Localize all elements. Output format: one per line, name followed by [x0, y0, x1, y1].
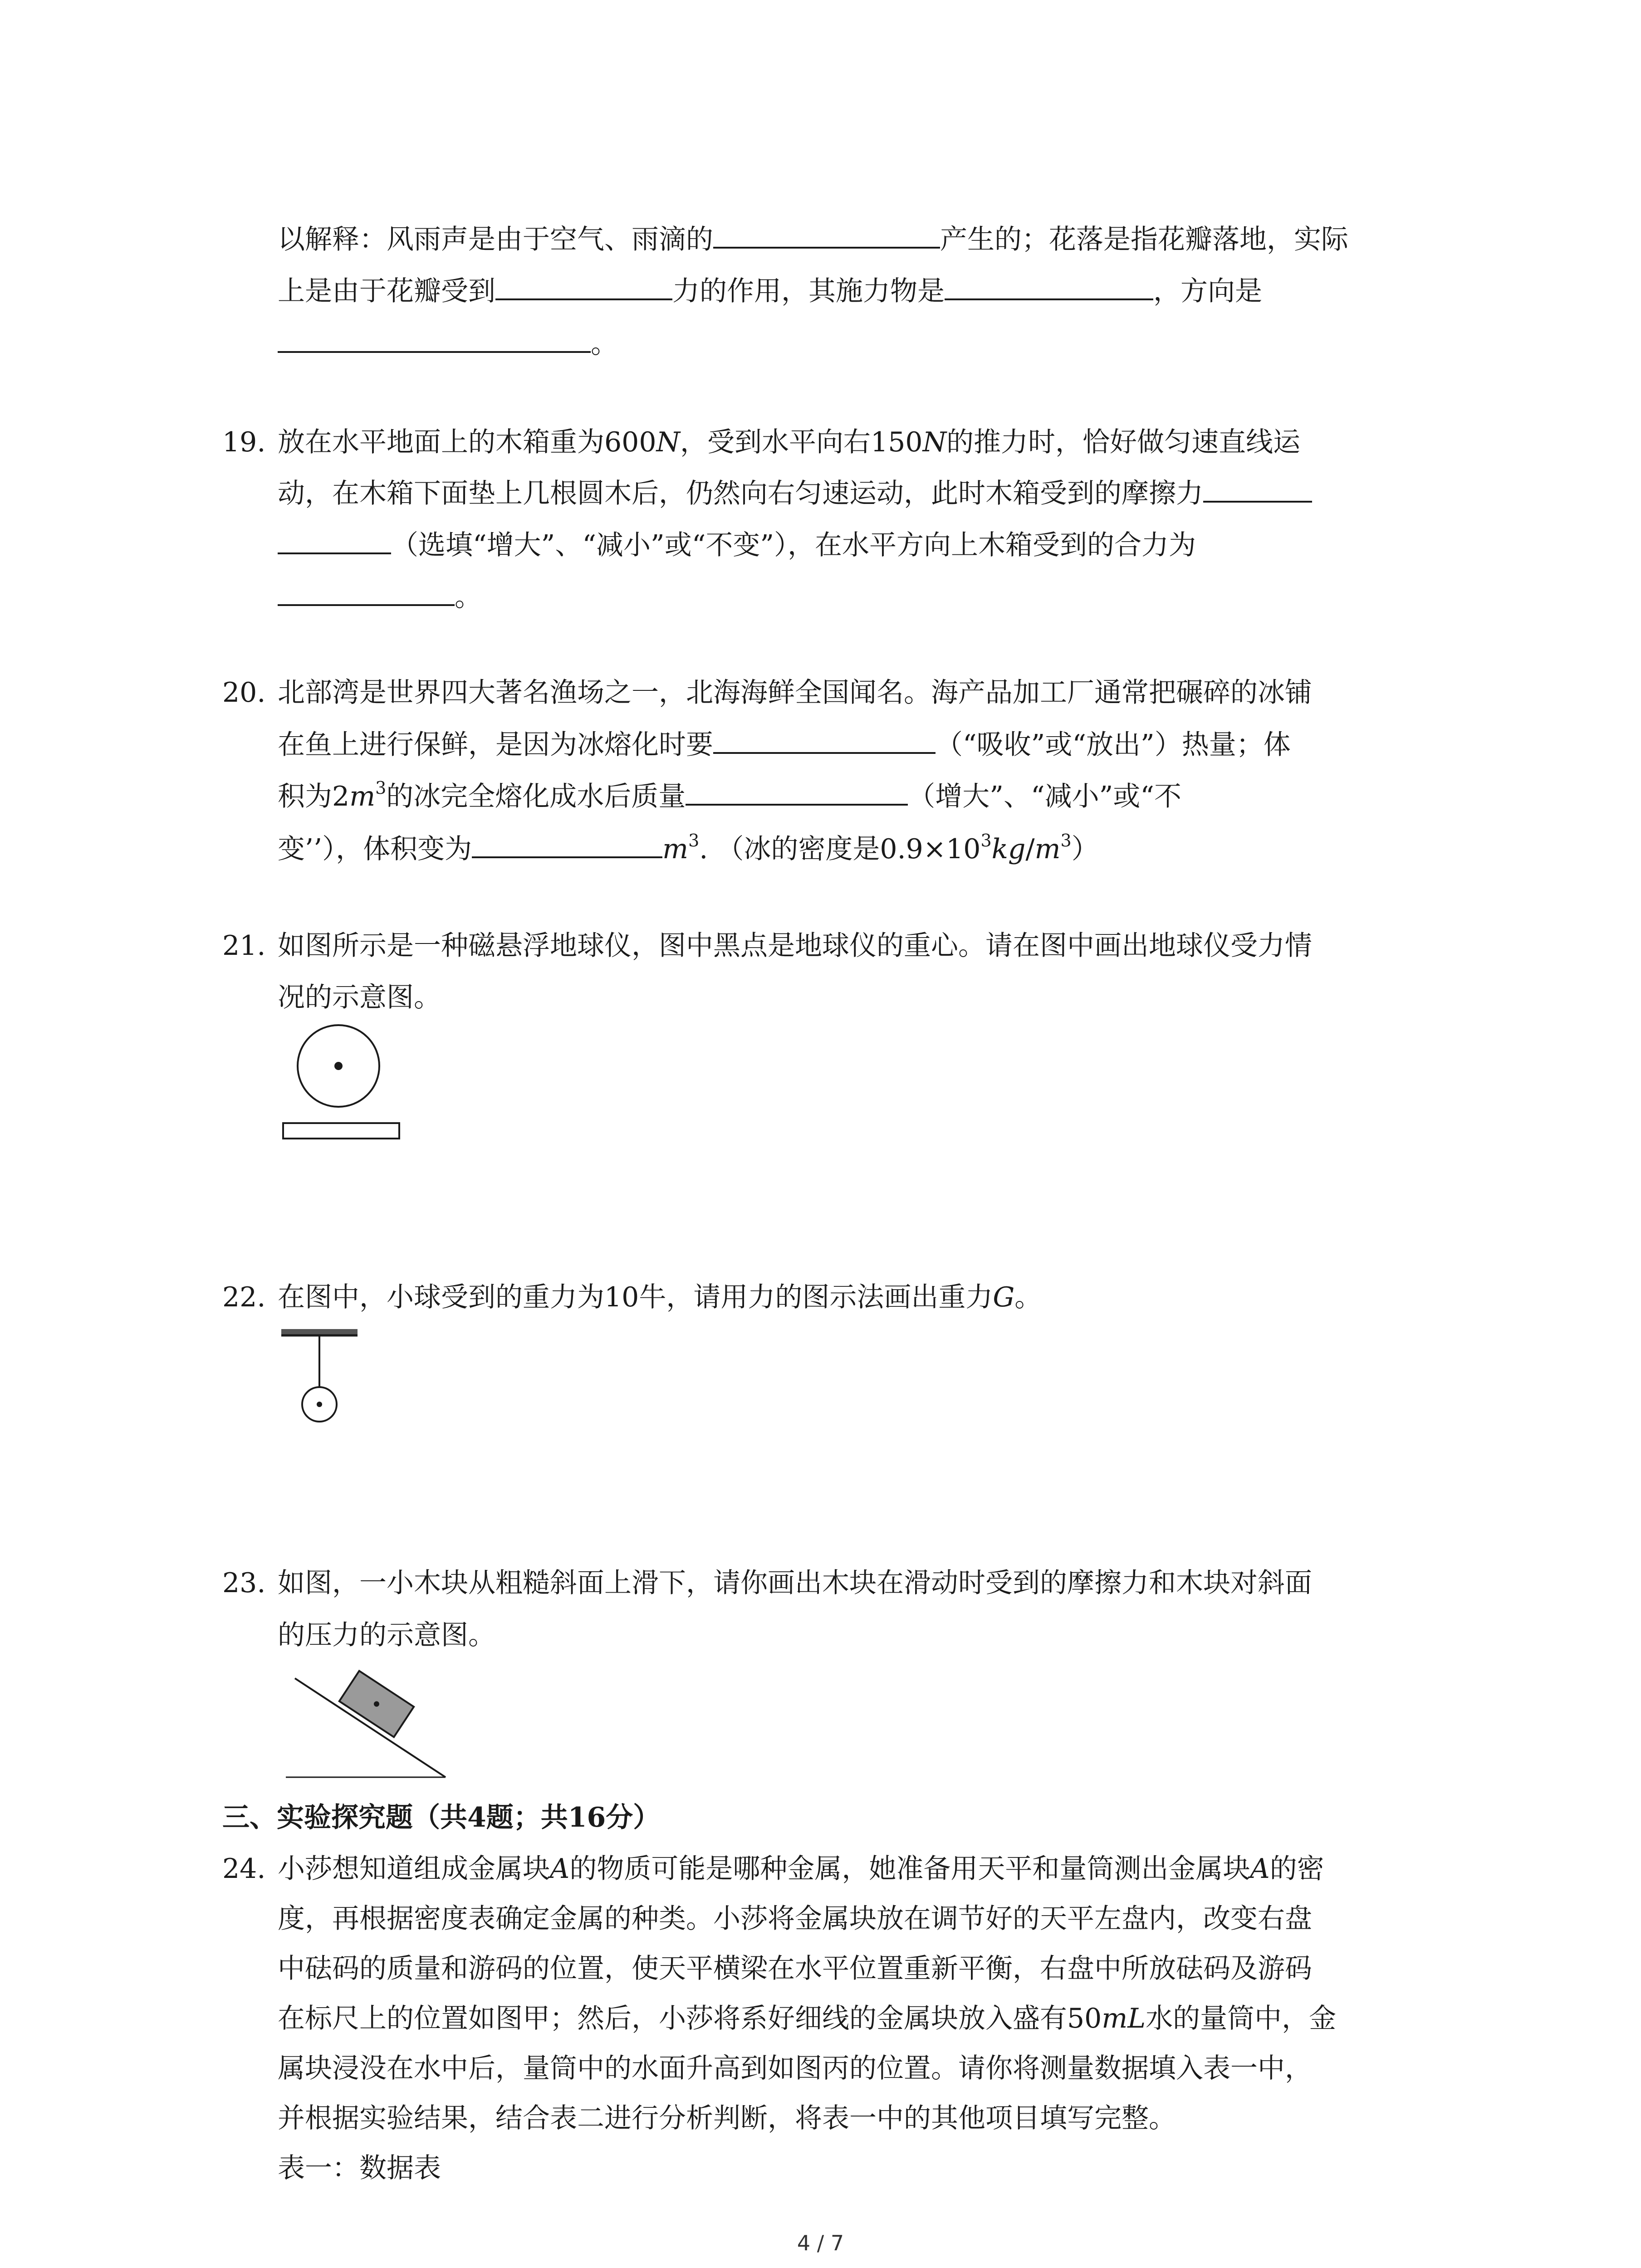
ball-center-dot: [317, 1402, 322, 1407]
q24-line-2: 度，再根据密度表确定金属的种类。小莎将金属块放在调节好的天平左盘内，改变右盘: [278, 1903, 1312, 1935]
answer-blank[interactable]: [278, 524, 391, 554]
q24-line-6: 并根据实验结果，结合表二进行分析判断，将表一中的其他项目填写完整。: [278, 2102, 1176, 2134]
answer-blank[interactable]: [945, 270, 1153, 300]
q20-line-1: 北部湾是世界四大著名渔场之一，北海海鲜全国闻名。海产品加工厂通常把碾碎的冰铺: [278, 677, 1312, 709]
q23-line-2: 的压力的示意图。: [278, 1619, 495, 1651]
q19-line-1: 放在水平地面上的木箱重为600N，受到水平向右150N的推力时，恰好做匀速直线运: [278, 426, 1301, 458]
answer-blank[interactable]: [713, 724, 936, 754]
q24-line-5: 属块浸没在水中后，量筒中的水面升高到如图丙的位置。请你将测量数据填入表一中，: [278, 2053, 1312, 2084]
q24-line-7: 表一：数据表: [278, 2152, 441, 2184]
q24-line-4: 在标尺上的位置如图甲；然后，小莎将系好细线的金属块放入盛有50mL水的量筒中，金: [278, 2003, 1337, 2034]
magnetic-base: [283, 1123, 399, 1139]
q20-number: 20.: [222, 677, 266, 709]
q19-line-4: 。: [278, 576, 482, 617]
q18-line-1: 以解释：风雨声是由于空气、雨滴的 产生的；花落是指花瓣落地，实际: [278, 219, 1348, 260]
q20-line-3: 积为$2m^3$的冰完全熔化成水后质量 （增大”、“减小”或“不: [278, 776, 1181, 817]
q19-line-3: （选填“增大”、“减小”或“不变”），在水平方向上木箱受到的合力为: [278, 524, 1196, 566]
q21-line-1: 如图所示是一种磁悬浮地球仪，图中黑点是地球仪的重心。请在图中画出地球仪受力情: [278, 930, 1312, 962]
q24-line-3: 中砝码的质量和游码的位置，使天平横梁在水平位置重新平衡，右盘中所放砝码及游码: [278, 1953, 1312, 1984]
q21-line-2: 况的示意图。: [278, 982, 441, 1013]
answer-blank[interactable]: [495, 270, 672, 300]
answer-blank[interactable]: [713, 219, 940, 249]
incline-block-figure[interactable]: [281, 1660, 454, 1783]
q20-line-4: 变’’），体积变为 $m^3$. （冰的密度是$0.9\times 10^3kg/m^3$）: [278, 828, 1099, 870]
q20-line-2: 在鱼上进行保鲜，是因为冰熔化时要 （“吸收”或“放出”）热量；体: [278, 724, 1291, 765]
q21-number: 21.: [222, 930, 266, 962]
answer-blank[interactable]: [686, 776, 908, 806]
q23-number: 23.: [222, 1567, 266, 1599]
q24-number: 24.: [222, 1853, 266, 1885]
section-heading: 三、实验探究题（共4题；共16分）: [222, 1802, 661, 1833]
answer-blank[interactable]: [1203, 473, 1312, 503]
q18-line-3: 。: [278, 323, 618, 364]
hanging-ball-figure[interactable]: [278, 1325, 368, 1433]
maglev-globe-figure[interactable]: [277, 1021, 413, 1152]
q18-line-2: 上是由于花瓣受到 力的作用，其施力物是 ，方向是: [278, 270, 1262, 312]
wooden-block: [339, 1671, 414, 1737]
answer-blank[interactable]: [278, 576, 455, 606]
answer-blank[interactable]: [278, 323, 591, 353]
page-number: 4 / 7: [797, 2231, 844, 2255]
q22-line-1: 在图中，小球受到的重力为10牛，请用力的图示法画出重力G。: [278, 1281, 1042, 1313]
center-of-gravity-dot: [334, 1062, 343, 1070]
answer-blank[interactable]: [472, 828, 662, 858]
q24-line-1: 小莎想知道组成金属块A的物质可能是哪种金属，她准备用天平和量筒测出金属块A的密: [278, 1853, 1324, 1885]
q23-line-1: 如图，一小木块从粗糙斜面上滑下，请你画出木块在滑动时受到的摩擦力和木块对斜面: [278, 1567, 1312, 1599]
q19-number: 19.: [222, 426, 266, 458]
q22-number: 22.: [222, 1281, 266, 1313]
q19-line-2: 动，在木箱下面垫上几根圆木后，仍然向右匀速运动，此时木箱受到的摩擦力: [278, 473, 1312, 514]
